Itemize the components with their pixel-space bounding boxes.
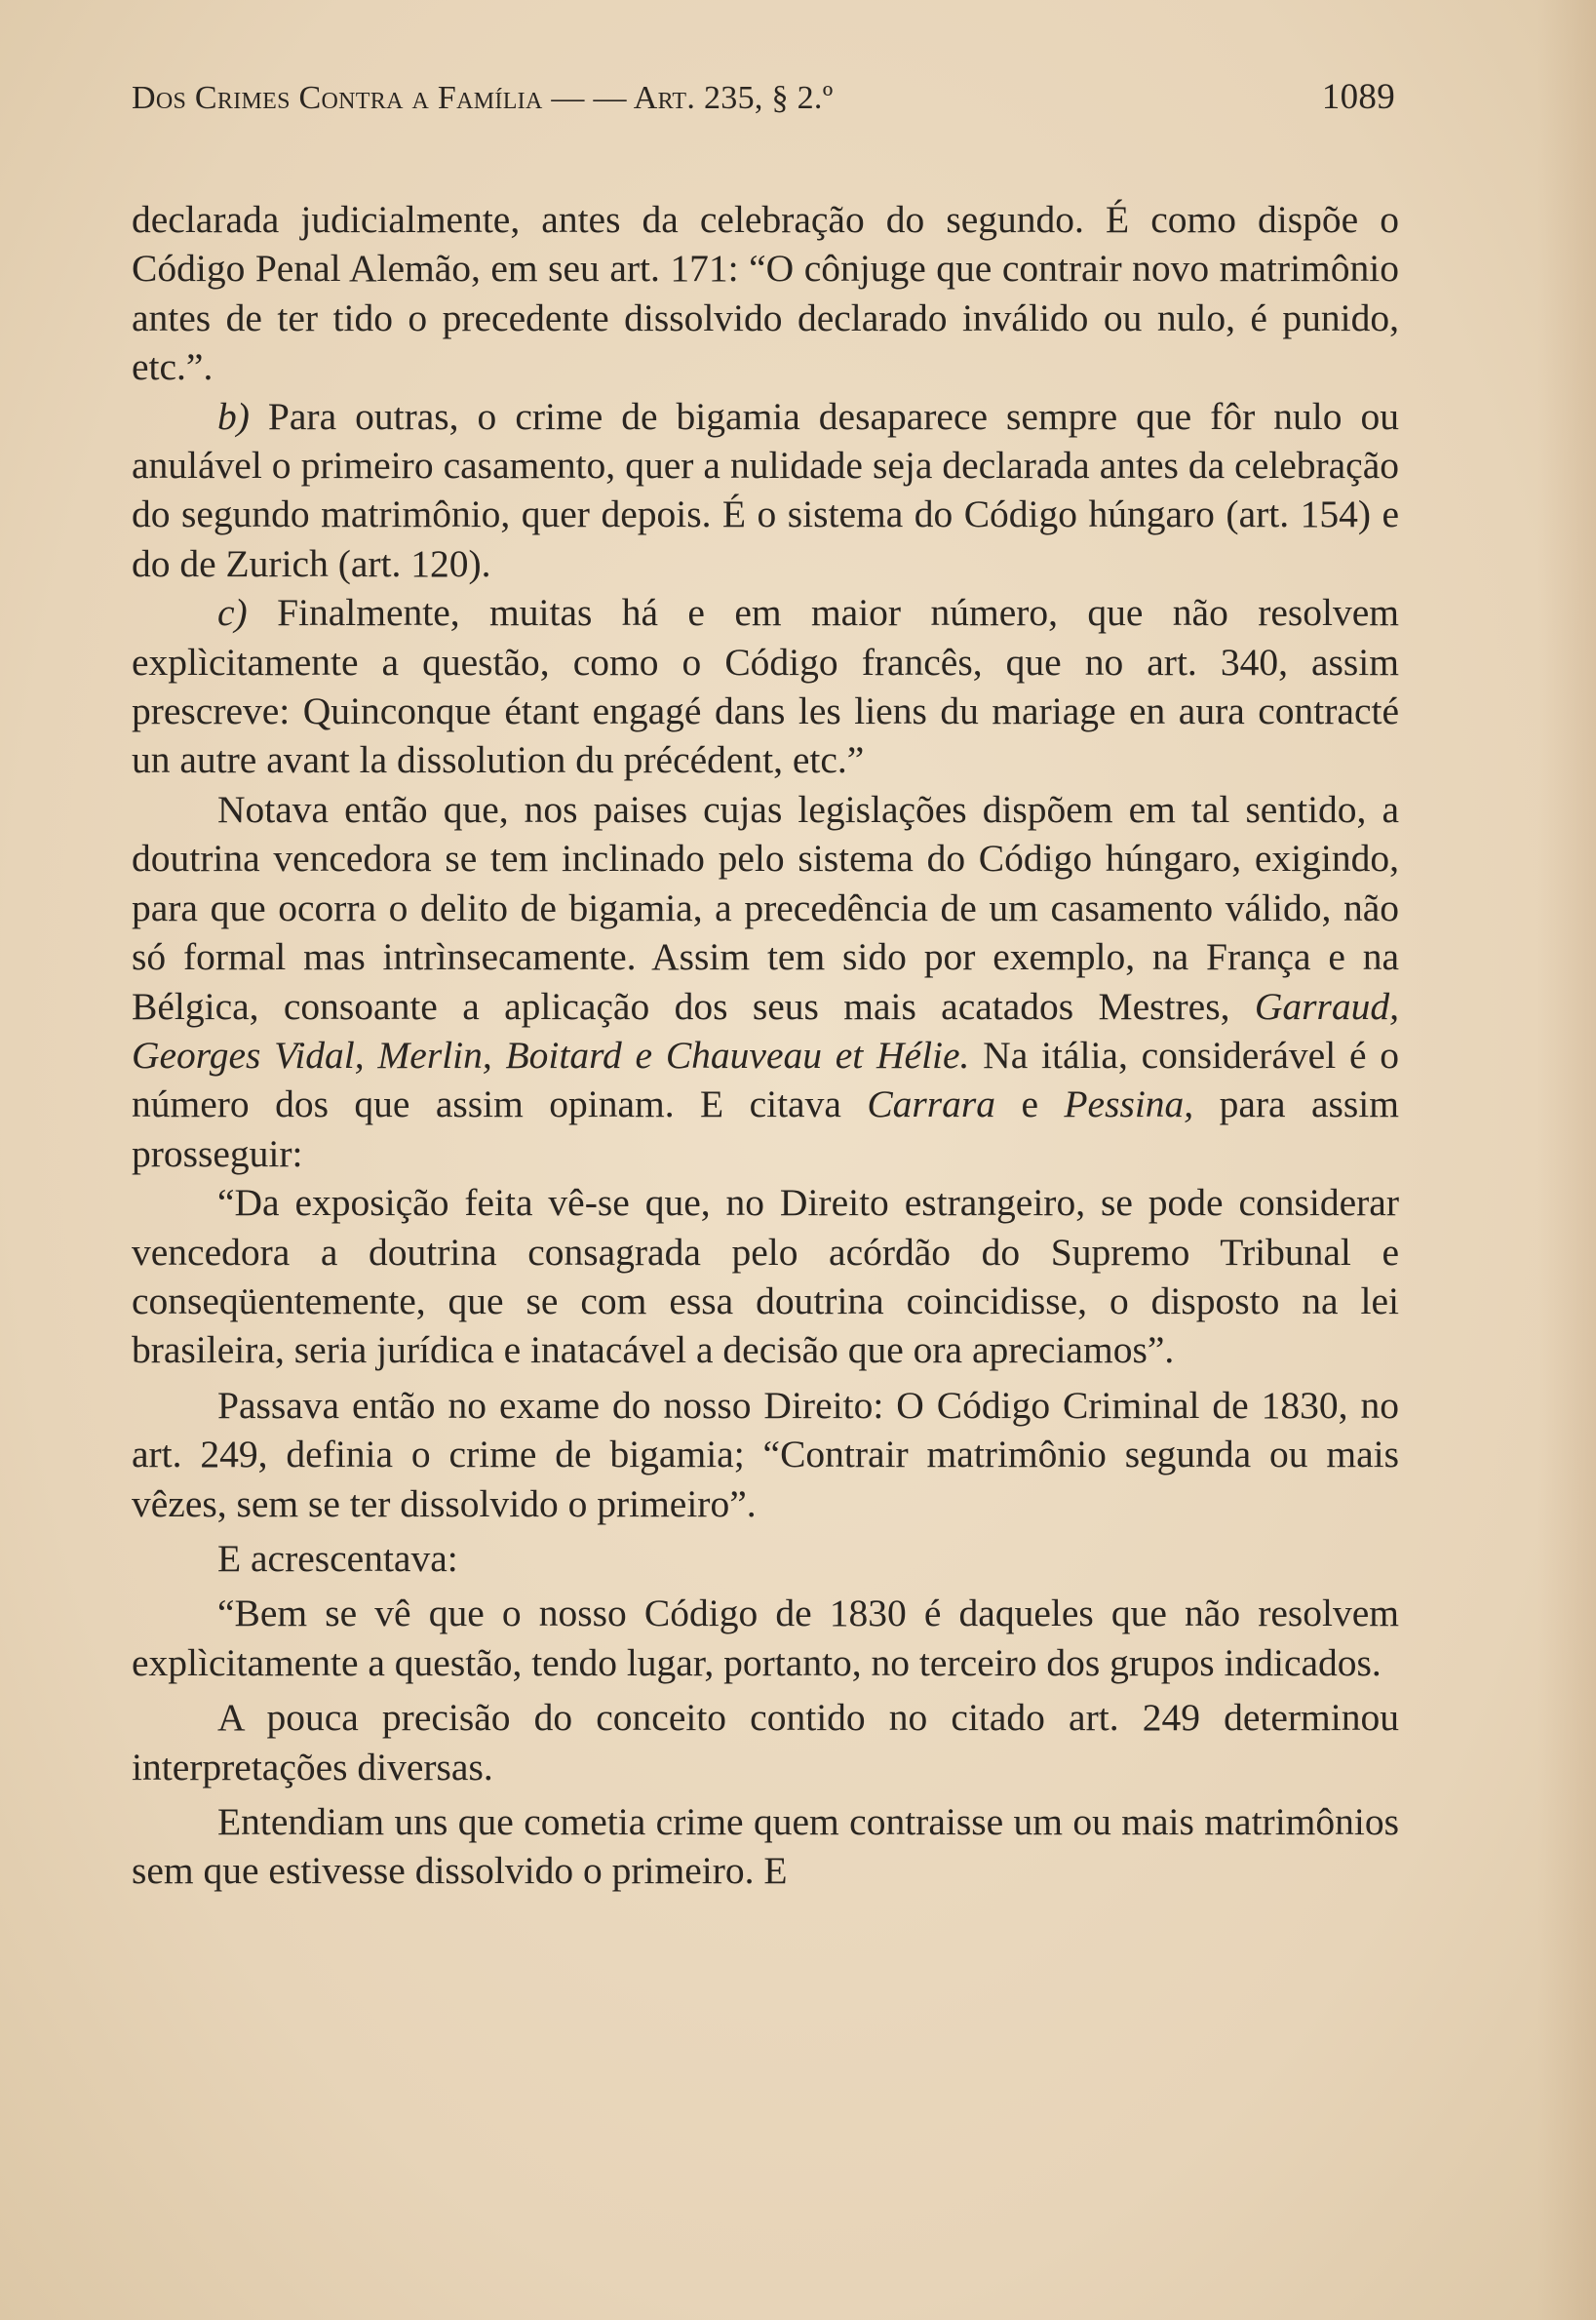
paragraph-4 <box>132 785 1399 1178</box>
running-header <box>132 76 1399 135</box>
book-page <box>132 76 1399 1893</box>
paragraph-8: “Bem se vê que o nosso Código de 1830 é daqueles que não resolvem explìcitamente a questão, tendo lugar, portanto, no terceiro dos grupos indicados. <box>132 1592 1399 1684</box>
page-body <box>132 195 1399 1896</box>
page-number: 1089 <box>1321 77 1395 117</box>
paragraph-5: “Da exposição feita vê-se que, no Direito estrangeiro, se pode considerar vencedora a doutrina consagrada pelo acórdão do Supremo Tribunal e conseqüentemente, que se com essa doutrina coincidisse, o disposto na lei brasileira, seria jurídica e inatacável a decisão que ora apreciamos”. <box>132 1181 1399 1372</box>
paragraph-4-text-a: Notava então que, nos paises cujas legislações dispõem em tal sentido, a doutrina vencedora se tem inclinado pelo sistema do Código húngaro, exigindo, para que ocorra o delito de bigamia, a precedência de um casamento válido, não só formal mas intrìnsecamente. Assim tem sido por exemplo, na França e na Bélgica, consoante a aplicação dos seus mais acatados Mestres, <box>132 787 1399 1028</box>
paragraph-7: E acrescentava: <box>217 1536 458 1580</box>
list-label-b: b) <box>217 394 250 438</box>
list-label-c: c) <box>217 591 248 635</box>
cited-authors: Garraud, Georges Vidal, Merlin, Boitard e Chauveau et Hélie. <box>132 984 1399 1077</box>
paragraph-1: declarada judicialmente, antes da celebração do segundo. É como dispõe o Código Penal Alemão, em seu art. 171: “O cônjuge que contrair novo matrimônio antes de ter tido o precedente dissolvido declarado inválido ou nulo, é punido, etc.”. <box>132 198 1399 389</box>
page-edge-shadow <box>1538 0 1596 2320</box>
paragraph-6: Passava então no exame do nosso Direito: O Código Criminal de 1830, no art. 249, definia o crime de bigamia; “Contrair matrimônio segunda ou mais vêzes, sem se ter dissolvido o primeiro”. <box>132 1383 1399 1525</box>
running-header-title: Dos Crimes Contra a Família — — Art. 235, § 2.º <box>132 80 834 116</box>
paragraph-2-text: Para outras, o crime de bigamia desaparece sempre que fôr nulo ou anulável o primeiro casamento, quer a nulidade seja declarada antes da celebração do segundo matrimônio, quer depois. É o sistema do Código húngaro (art. 154) e do de Zurich (art. 120). <box>132 394 1399 585</box>
paragraph-4-text-c: e <box>995 1082 1065 1126</box>
paragraph-3-text: Finalmente, muitas há e em maior número, que não resolvem explìcitamente a questão, como o Código francês, que no art. 340, assim prescreve: Quinconque étant engagé dans les liens du mariage en aura contracté un autre avant la dissolution du précédent, etc.” <box>132 591 1399 782</box>
paragraph-4-text-b: Na itália, considerável é o número dos que assim opinam. E citava <box>132 1033 1399 1126</box>
cited-author-pessina: Pessina, <box>1064 1082 1194 1126</box>
paragraph-3 <box>132 588 1399 785</box>
paragraph-10: Entendiam uns que cometia crime quem contraisse um ou mais matrimônios sem que estivesse dissolvido o primeiro. E <box>132 1800 1399 1893</box>
paragraph-2 <box>132 392 1399 589</box>
paragraph-9: A pouca precisão do conceito contido no citado art. 249 determinou interpretações diversas. <box>132 1696 1399 1789</box>
cited-author-carrara: Carrara <box>867 1082 996 1126</box>
paragraph-4-text-d: para assim prosseguir: <box>132 1082 1399 1175</box>
